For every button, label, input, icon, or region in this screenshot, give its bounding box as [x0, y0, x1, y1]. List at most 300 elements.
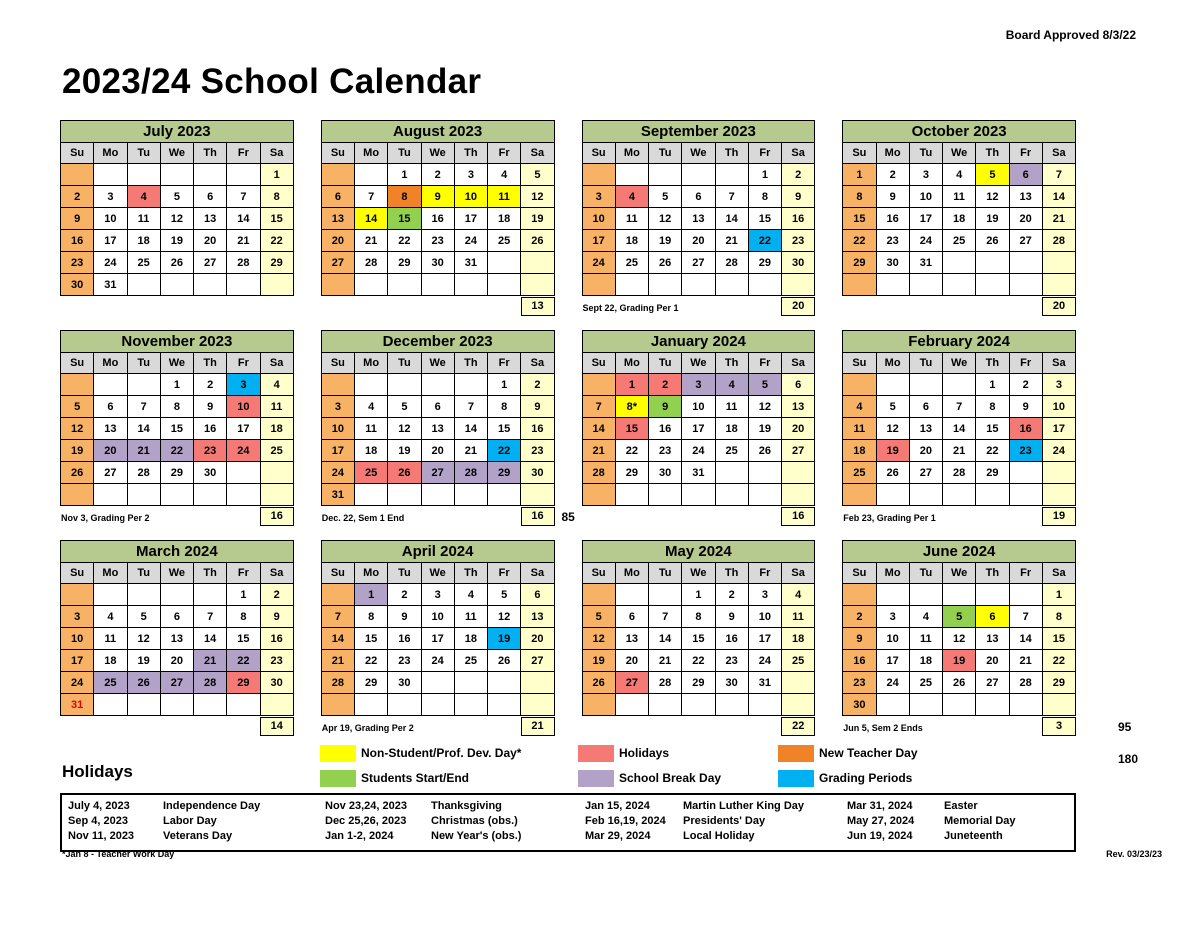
- school-days-count: 20: [1042, 297, 1076, 316]
- day-cell: 7: [715, 186, 748, 208]
- legend-item-hol: [578, 744, 778, 762]
- empty-cell: [976, 694, 1009, 716]
- empty-cell: [715, 484, 748, 506]
- day-cell: 5: [160, 186, 193, 208]
- day-header-we: We: [682, 563, 715, 584]
- day-cell: 25: [127, 252, 160, 274]
- day-cell: 11: [843, 418, 876, 440]
- month-july-2023: [60, 120, 294, 317]
- day-header-su: Su: [61, 143, 94, 164]
- day-header-we: We: [421, 563, 454, 584]
- day-cell: 1: [748, 164, 781, 186]
- empty-cell: [682, 484, 715, 506]
- day-cell: 19: [582, 650, 615, 672]
- day-cell: 10: [582, 208, 615, 230]
- empty-cell: [260, 274, 293, 296]
- day-cell: 9: [421, 186, 454, 208]
- empty-cell: [127, 584, 160, 606]
- month-table: [60, 352, 294, 506]
- day-cell: 30: [876, 252, 909, 274]
- day-cell: 18: [127, 230, 160, 252]
- day-cell: 24: [682, 440, 715, 462]
- day-cell: 10: [61, 628, 94, 650]
- day-cell: 7: [454, 396, 487, 418]
- holidays-heading: Holidays: [62, 762, 133, 781]
- day-cell: 8: [388, 186, 421, 208]
- day-cell: 20: [421, 440, 454, 462]
- month-april-2024: [321, 540, 555, 737]
- day-cell: 21: [355, 230, 388, 252]
- day-cell: 13: [194, 208, 227, 230]
- empty-cell: [909, 694, 942, 716]
- day-cell: 12: [976, 186, 1009, 208]
- day-header-tu: Tu: [909, 563, 942, 584]
- empty-cell: [782, 274, 815, 296]
- day-cell: 13: [976, 628, 1009, 650]
- day-cell: 22: [488, 440, 521, 462]
- day-header-tu: Tu: [909, 143, 942, 164]
- day-cell: 8: [160, 396, 193, 418]
- month-note: Feb 23, Grading Per 1: [843, 513, 936, 523]
- day-header-we: We: [160, 563, 193, 584]
- day-cell: 3: [682, 374, 715, 396]
- day-cell: 5: [976, 164, 1009, 186]
- day-header-tu: Tu: [388, 143, 421, 164]
- day-cell: 2: [260, 584, 293, 606]
- month-june-2024: [842, 540, 1132, 737]
- day-cell: 18: [909, 650, 942, 672]
- day-cell: 22: [1042, 650, 1075, 672]
- day-header-fr: Fr: [1009, 143, 1042, 164]
- day-cell: 28: [227, 252, 260, 274]
- day-cell: 21: [127, 440, 160, 462]
- day-header-th: Th: [194, 563, 227, 584]
- day-cell: 6: [1009, 164, 1042, 186]
- day-cell: 31: [321, 484, 354, 506]
- month-january-2024: [582, 330, 816, 527]
- day-cell: 17: [61, 650, 94, 672]
- legend-swatch-st: [320, 770, 356, 787]
- day-cell: 27: [909, 462, 942, 484]
- day-cell: 18: [488, 208, 521, 230]
- month-footer: [321, 716, 555, 737]
- empty-cell: [61, 584, 94, 606]
- day-cell: 27: [321, 252, 354, 274]
- day-cell: 10: [876, 628, 909, 650]
- day-cell: 21: [1009, 650, 1042, 672]
- day-header-fr: Fr: [1009, 563, 1042, 584]
- day-cell: 18: [782, 628, 815, 650]
- empty-cell: [127, 164, 160, 186]
- day-cell: 20: [521, 628, 554, 650]
- empty-cell: [260, 484, 293, 506]
- day-header-fr: Fr: [488, 353, 521, 374]
- day-header-th: Th: [194, 143, 227, 164]
- empty-cell: [715, 164, 748, 186]
- legend-label: New Teacher Day: [819, 746, 918, 760]
- day-cell: 15: [748, 208, 781, 230]
- day-cell: 10: [421, 606, 454, 628]
- day-cell: 17: [1042, 418, 1075, 440]
- day-cell: 16: [876, 208, 909, 230]
- day-cell: 20: [682, 230, 715, 252]
- day-cell: 1: [843, 164, 876, 186]
- holiday-date: Nov 23,24, 2023: [325, 800, 407, 812]
- day-cell: 11: [782, 606, 815, 628]
- day-cell: 26: [748, 440, 781, 462]
- day-cell: 7: [321, 606, 354, 628]
- day-header-fr: Fr: [488, 563, 521, 584]
- month-footer: [582, 716, 816, 737]
- day-cell: 3: [421, 584, 454, 606]
- day-cell: 27: [94, 462, 127, 484]
- empty-cell: [355, 274, 388, 296]
- day-cell: 9: [876, 186, 909, 208]
- day-header-fr: Fr: [748, 563, 781, 584]
- empty-cell: [94, 694, 127, 716]
- empty-cell: [943, 694, 976, 716]
- empty-cell: [1009, 462, 1042, 484]
- day-cell: 12: [943, 628, 976, 650]
- legend-label: School Break Day: [619, 771, 722, 785]
- day-cell: 13: [1009, 186, 1042, 208]
- day-header-mo: Mo: [94, 563, 127, 584]
- month-footer: [842, 296, 1076, 317]
- empty-cell: [782, 672, 815, 694]
- month-title: May 2024: [582, 540, 816, 562]
- empty-cell: [1042, 462, 1075, 484]
- day-header-sa: Sa: [782, 143, 815, 164]
- day-cell: 20: [615, 650, 648, 672]
- empty-cell: [976, 484, 1009, 506]
- month-october-2023: [842, 120, 1076, 317]
- empty-cell: [876, 584, 909, 606]
- empty-cell: [454, 672, 487, 694]
- day-header-fr: Fr: [748, 143, 781, 164]
- day-cell: 28: [715, 252, 748, 274]
- day-cell: 16: [782, 208, 815, 230]
- day-cell: 16: [521, 418, 554, 440]
- day-cell: 27: [682, 252, 715, 274]
- day-cell: 30: [649, 462, 682, 484]
- day-cell: 19: [943, 650, 976, 672]
- day-cell: 4: [355, 396, 388, 418]
- empty-cell: [649, 694, 682, 716]
- day-header-we: We: [943, 143, 976, 164]
- day-cell: 5: [388, 396, 421, 418]
- day-cell: 29: [843, 252, 876, 274]
- day-cell: 11: [94, 628, 127, 650]
- day-cell: 13: [94, 418, 127, 440]
- day-header-sa: Sa: [260, 563, 293, 584]
- month-table: [60, 562, 294, 716]
- day-header-th: Th: [454, 353, 487, 374]
- empty-cell: [61, 374, 94, 396]
- holidays-table: [60, 793, 1076, 852]
- legend-swatch-ns: [320, 745, 356, 762]
- day-cell: 15: [843, 208, 876, 230]
- holiday-date: Jan 1-2, 2024: [325, 830, 394, 842]
- day-cell: 24: [748, 650, 781, 672]
- empty-cell: [488, 274, 521, 296]
- day-header-tu: Tu: [649, 563, 682, 584]
- empty-cell: [194, 484, 227, 506]
- day-cell: 17: [454, 208, 487, 230]
- day-cell: 9: [388, 606, 421, 628]
- day-cell: 18: [260, 418, 293, 440]
- day-cell: 4: [127, 186, 160, 208]
- empty-cell: [976, 584, 1009, 606]
- empty-cell: [160, 694, 193, 716]
- day-cell: 31: [94, 274, 127, 296]
- day-cell: 2: [843, 606, 876, 628]
- day-cell: 17: [321, 440, 354, 462]
- holiday-name: Independence Day: [163, 800, 261, 812]
- empty-cell: [321, 694, 354, 716]
- day-cell: 13: [160, 628, 193, 650]
- day-header-mo: Mo: [355, 353, 388, 374]
- day-cell: 22: [615, 440, 648, 462]
- day-header-sa: Sa: [782, 563, 815, 584]
- day-cell: 17: [582, 230, 615, 252]
- day-cell: 4: [943, 164, 976, 186]
- day-cell: 22: [748, 230, 781, 252]
- day-cell: 15: [227, 628, 260, 650]
- day-cell: 20: [1009, 208, 1042, 230]
- day-cell: 7: [227, 186, 260, 208]
- day-cell: 22: [976, 440, 1009, 462]
- day-cell: 8: [227, 606, 260, 628]
- day-cell: 8: [1042, 606, 1075, 628]
- day-cell: 28: [194, 672, 227, 694]
- empty-cell: [388, 374, 421, 396]
- day-cell: 29: [976, 462, 1009, 484]
- day-cell: 30: [715, 672, 748, 694]
- month-table: [842, 352, 1076, 506]
- empty-cell: [943, 584, 976, 606]
- day-cell: 14: [454, 418, 487, 440]
- empty-cell: [843, 484, 876, 506]
- day-cell: 7: [582, 396, 615, 418]
- day-cell: 20: [782, 418, 815, 440]
- day-header-tu: Tu: [649, 143, 682, 164]
- day-cell: 15: [1042, 628, 1075, 650]
- empty-cell: [843, 584, 876, 606]
- empty-cell: [61, 164, 94, 186]
- day-cell: 7: [355, 186, 388, 208]
- month-title: March 2024: [60, 540, 294, 562]
- day-cell: 2: [388, 584, 421, 606]
- day-cell: 6: [321, 186, 354, 208]
- month-note: Nov 3, Grading Per 2: [61, 513, 150, 523]
- day-cell: 11: [355, 418, 388, 440]
- month-august-2023: [321, 120, 555, 317]
- empty-cell: [748, 484, 781, 506]
- day-header-tu: Tu: [649, 353, 682, 374]
- day-cell: 6: [421, 396, 454, 418]
- empty-cell: [582, 484, 615, 506]
- day-cell: 15: [682, 628, 715, 650]
- holiday-date: Jun 19, 2024: [847, 830, 913, 842]
- day-cell: 7: [194, 606, 227, 628]
- empty-cell: [1009, 484, 1042, 506]
- legend-item-gp: [778, 769, 1018, 787]
- empty-cell: [227, 164, 260, 186]
- day-cell: 29: [488, 462, 521, 484]
- day-cell: 22: [843, 230, 876, 252]
- day-header-th: Th: [715, 353, 748, 374]
- month-november-2023: [60, 330, 294, 527]
- day-cell: 7: [649, 606, 682, 628]
- empty-cell: [748, 462, 781, 484]
- day-cell: 16: [715, 628, 748, 650]
- day-cell: 14: [1009, 628, 1042, 650]
- day-cell: 9: [715, 606, 748, 628]
- day-cell: 21: [194, 650, 227, 672]
- day-header-sa: Sa: [1042, 563, 1075, 584]
- legend-item-ntd: [778, 744, 1018, 762]
- day-cell: 7: [1042, 164, 1075, 186]
- empty-cell: [615, 164, 648, 186]
- day-cell: 13: [321, 208, 354, 230]
- day-cell: 4: [843, 396, 876, 418]
- empty-cell: [127, 694, 160, 716]
- holiday-name: Juneteenth: [944, 830, 1003, 842]
- day-header-th: Th: [715, 563, 748, 584]
- empty-cell: [94, 584, 127, 606]
- month-note: Sept 22, Grading Per 1: [582, 303, 679, 313]
- day-cell: 15: [260, 208, 293, 230]
- month-footer: [582, 296, 816, 317]
- empty-cell: [582, 164, 615, 186]
- empty-cell: [160, 274, 193, 296]
- month-table: [582, 562, 816, 716]
- day-cell: 16: [61, 230, 94, 252]
- day-cell: 27: [1009, 230, 1042, 252]
- board-approved-note: Board Approved 8/3/22: [1005, 28, 1136, 42]
- empty-cell: [582, 694, 615, 716]
- legend-swatch-brk: [578, 770, 614, 787]
- day-cell: 22: [260, 230, 293, 252]
- month-table: [321, 142, 555, 296]
- month-title: September 2023: [582, 120, 816, 142]
- day-cell: 4: [260, 374, 293, 396]
- day-cell: 6: [194, 186, 227, 208]
- day-header-fr: Fr: [1009, 353, 1042, 374]
- day-cell: 24: [227, 440, 260, 462]
- day-cell: 26: [388, 462, 421, 484]
- month-note: Apr 19, Grading Per 2: [321, 723, 414, 733]
- day-header-mo: Mo: [355, 563, 388, 584]
- empty-cell: [127, 374, 160, 396]
- empty-cell: [321, 164, 354, 186]
- day-header-we: We: [160, 143, 193, 164]
- day-cell: 21: [1042, 208, 1075, 230]
- day-cell: 16: [843, 650, 876, 672]
- day-cell: 31: [61, 694, 94, 716]
- day-cell: 21: [715, 230, 748, 252]
- day-header-sa: Sa: [260, 143, 293, 164]
- day-cell: 26: [127, 672, 160, 694]
- empty-cell: [582, 584, 615, 606]
- day-cell: 21: [321, 650, 354, 672]
- day-cell: 3: [227, 374, 260, 396]
- day-cell: 9: [260, 606, 293, 628]
- day-header-mo: Mo: [876, 353, 909, 374]
- day-cell: 20: [321, 230, 354, 252]
- day-cell: 25: [909, 672, 942, 694]
- day-cell: 11: [943, 186, 976, 208]
- day-cell: 4: [715, 374, 748, 396]
- empty-cell: [488, 672, 521, 694]
- empty-cell: [454, 374, 487, 396]
- day-cell: 26: [488, 650, 521, 672]
- day-cell: 12: [488, 606, 521, 628]
- holiday-date: Sep 4, 2023: [68, 815, 128, 827]
- day-header-su: Su: [321, 563, 354, 584]
- holiday-name: Local Holiday: [683, 830, 755, 842]
- empty-cell: [1042, 484, 1075, 506]
- day-cell: 2: [649, 374, 682, 396]
- day-cell: 5: [582, 606, 615, 628]
- school-days-count: 22: [781, 717, 815, 736]
- legend-swatch-hol: [578, 745, 614, 762]
- day-cell: 18: [94, 650, 127, 672]
- day-header-we: We: [421, 353, 454, 374]
- day-cell: 26: [976, 230, 1009, 252]
- day-cell: 19: [127, 650, 160, 672]
- school-days-count: 16: [781, 507, 815, 526]
- month-title: June 2024: [842, 540, 1076, 562]
- day-header-mo: Mo: [615, 143, 648, 164]
- day-cell: 15: [355, 628, 388, 650]
- legend: [320, 744, 1018, 787]
- empty-cell: [421, 274, 454, 296]
- day-cell: 23: [521, 440, 554, 462]
- day-cell: 15: [160, 418, 193, 440]
- day-cell: 13: [682, 208, 715, 230]
- month-title: August 2023: [321, 120, 555, 142]
- empty-cell: [194, 584, 227, 606]
- day-cell: 5: [876, 396, 909, 418]
- day-cell: 16: [1009, 418, 1042, 440]
- day-cell: 28: [649, 672, 682, 694]
- day-header-mo: Mo: [876, 563, 909, 584]
- day-cell: 11: [454, 606, 487, 628]
- day-cell: 17: [227, 418, 260, 440]
- day-cell: 29: [682, 672, 715, 694]
- day-cell: 11: [260, 396, 293, 418]
- legend-item-st: [320, 769, 578, 787]
- school-days-count: 3: [1042, 717, 1076, 736]
- day-cell: 5: [649, 186, 682, 208]
- day-cell: 14: [943, 418, 976, 440]
- day-header-th: Th: [976, 143, 1009, 164]
- month-table: [321, 352, 555, 506]
- day-header-sa: Sa: [521, 563, 554, 584]
- month-title: January 2024: [582, 330, 816, 352]
- holiday-date: Jan 15, 2024: [585, 800, 650, 812]
- month-december-2023: [321, 330, 575, 527]
- empty-cell: [715, 694, 748, 716]
- empty-cell: [421, 374, 454, 396]
- day-header-sa: Sa: [521, 143, 554, 164]
- day-cell: 29: [260, 252, 293, 274]
- day-cell: 6: [94, 396, 127, 418]
- day-header-su: Su: [321, 353, 354, 374]
- empty-cell: [160, 164, 193, 186]
- day-cell: 19: [388, 440, 421, 462]
